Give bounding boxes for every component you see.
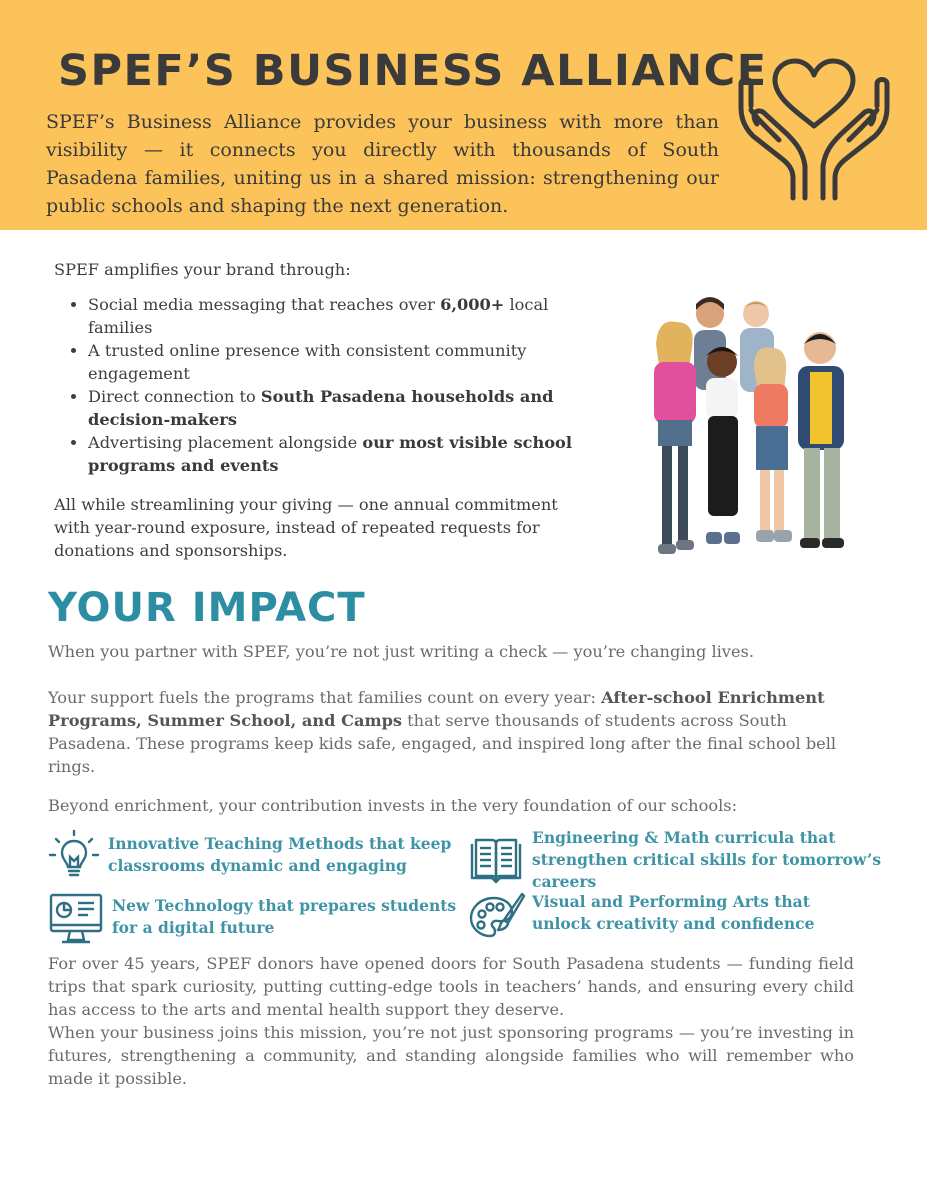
heart-in-hands-icon [733,58,895,204]
children-group-photo [612,292,882,574]
feature-engineering-math: Engineering & Math curricula that strengthen critical skills for tomorrow’s careers [532,828,882,891]
list-item: • Direct connection to South Pasadena households and decision-makers [88,385,594,431]
open-book-icon [468,836,524,884]
paint-palette-icon [468,890,526,940]
list-item: • A trusted online presence with consistent community engagement [88,339,594,385]
feature-technology: New Technology that prepares students for a digital future [112,896,457,937]
impact-programs-paragraph: Your support fuels the programs that families count on every year: After-school Enrichment Programs, Summer School, and Camps that serve thousands of students across South Pasadena. These programs keep kids safe, engaged, and inspired long after the final school bell rings. [48,688,837,776]
impact-title: YOUR IMPACT [48,585,366,631]
list-item: • Social media messaging that reaches over 6,000+ local families [88,293,594,339]
amplify-closing: All while streamlining your giving — one annual commitment with year-round exposure, instead of repeated requests for donations and sponsorships. [54,495,558,560]
amplify-list [54,293,594,477]
amplify-lead: SPEF amplifies your brand through: [54,260,351,279]
feature-arts: Visual and Performing Arts that unlock creativity and confidence [532,892,815,933]
closing-paragraph-history: For over 45 years, SPEF donors have opened doors for South Pasadena students — funding field trips that spark curiosity, putting cutting-edge tools in teachers’ hands, and ensuring every child has access to the arts and mental health support they deserve. [48,954,854,1019]
page-title: SPEF’S BUSINESS ALLIANCE [58,46,768,96]
closing-paragraph-mission: When your business joins this mission, you’re not just sponsoring programs — you’re investing in futures, strengthening a community, and standing alongside families who will remember who made it possible. [48,1023,854,1088]
impact-intro: When you partner with SPEF, you’re not just writing a check — you’re changing lives. [48,642,754,661]
impact-foundation-lead: Beyond enrichment, your contribution invests in the very foundation of our schools: [48,796,738,815]
header-banner [0,0,927,230]
lightbulb-icon [48,829,100,881]
computer-monitor-icon [48,892,104,946]
amplify-section [54,258,594,562]
list-item: • Advertising placement alongside our most visible school programs and events [88,431,594,477]
impact-closing [48,952,854,1090]
header-intro: SPEF’s Business Alliance provides your business with more than visibility — it connects you directly with thousands of South Pasadena families, uniting us in a shared mission: strengthening our public schools and shaping the next generation. [46,111,719,217]
feature-teaching-methods: Innovative Teaching Methods that keep classrooms dynamic and engaging [108,834,452,875]
